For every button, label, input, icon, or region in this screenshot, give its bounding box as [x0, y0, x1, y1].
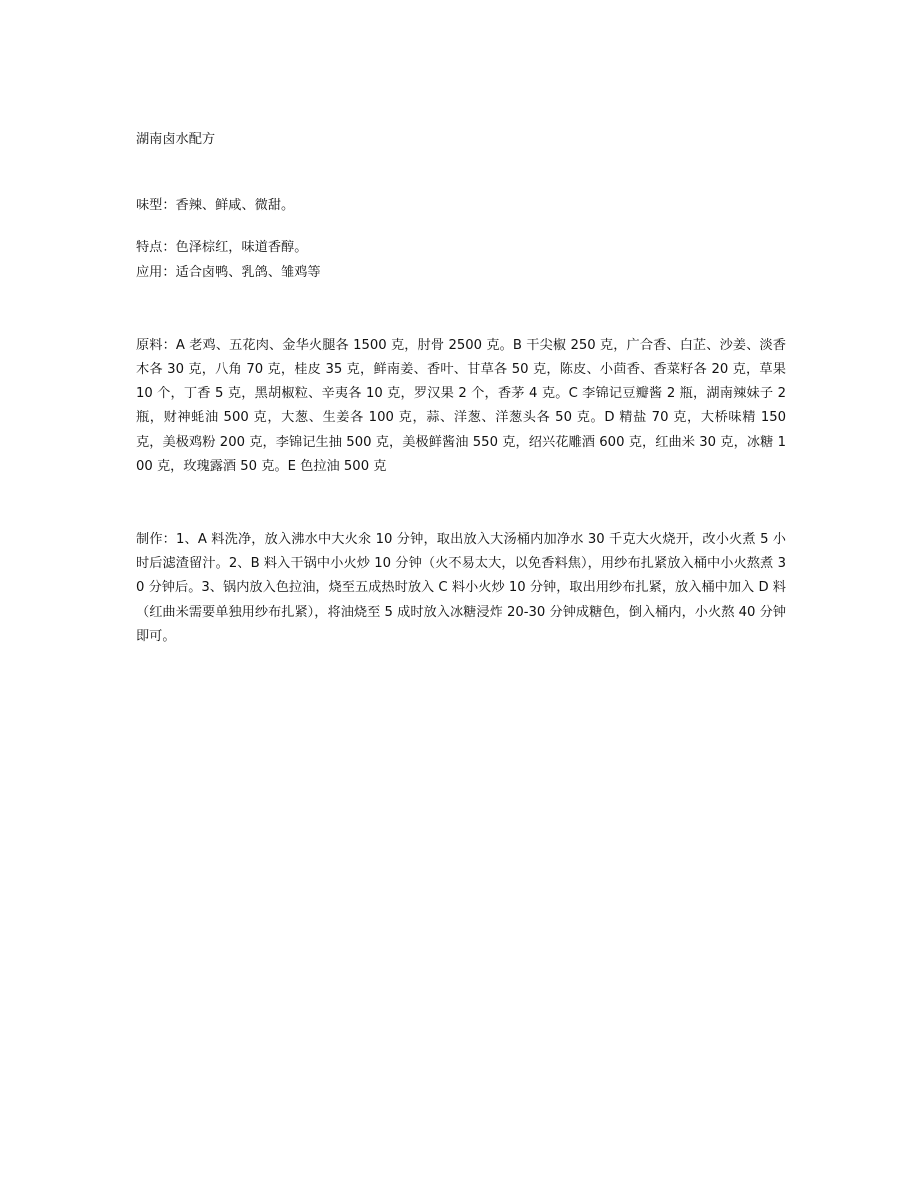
document-page: [136, 128, 786, 649]
flavor-line: 味型：香辣、鲜咸、微甜。: [136, 198, 295, 214]
spacer: [136, 479, 786, 528]
spacer: [136, 152, 786, 194]
feature-line: 特点：色泽棕红，味道香醇。: [136, 240, 308, 256]
spacer: [136, 218, 786, 236]
spacer: [136, 285, 786, 334]
application-line: 应用：适合卤鸭、乳鸽、雏鸡等: [136, 264, 321, 280]
document-title: 湖南卤水配方: [136, 132, 216, 147]
ingredients-paragraph: 原料：A 老鸡、五花肉、金华火腿各 1500 克，肘骨 2500 克。B 干尖椒 250 克，广合香、白芷、沙姜、淡香木各 30 克，八角 70 克，桂皮 35 克，鲜南姜、香叶、甘草各 50 克，陈皮、小茴香、香菜籽各 20 克，草果 10 个，丁香 5 克，黑胡椒粒、辛夷各 10 克，罗汉果 2 个，香茅 4 克。C 李锦记豆瓣酱 2 瓶，湖南辣妹子 2 瓶，财神蚝油 500 克，大葱、生姜各 100 克，蒜、洋葱、洋葱头各 50 克。D 精盐 70 克，大桥味精 150 克，美极鸡粉 200 克，李锦记生抽 500 克，美极鲜酱油 550 克，绍兴花雕酒 600 克，红曲米 30 克，冰糖 100 克，玫瑰露酒 50 克。E 色拉油 500 克: [136, 337, 786, 474]
method-paragraph: 制作：1、A 料洗净，放入沸水中大火氽 10 分钟，取出放入大汤桶内加净水 30 千克大火烧开，改小火煮 5 小时后滤渣留汁。2、B 料入干锅中小火炒 10 分钟（火不易太大，以免香料焦），用纱布扎紧放入桶中小火熬煮 30 分钟后。3、锅内放入色拉油，烧至五成热时放入 C 料小火炒 10 分钟，取出用纱布扎紧，放入桶中加入 D 料（红曲米需要单独用纱布扎紧），将油烧至 5 成时放入冰糖浸炸 20-30 分钟成糖色，倒入桶内，小火熬 40 分钟即可。: [136, 532, 786, 644]
